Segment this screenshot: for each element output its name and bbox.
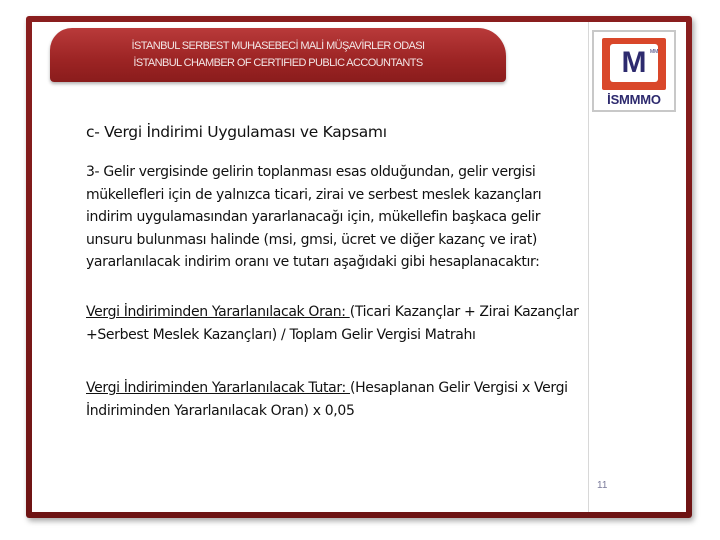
- header-title-en: İSTANBUL CHAMBER OF CERTIFIED PUBLIC ACCOUNTANTS: [133, 57, 423, 69]
- logo-text: İSMMMO: [607, 92, 661, 107]
- paragraph-rate: [86, 301, 582, 346]
- rate-formula: (Ticari Kazançlar + Zirai Kazançlar +Serbest Meslek Kazançları) / Toplam Gelir Vergisi Matrahı: [86, 304, 579, 343]
- logo-mark: MM: [650, 49, 659, 55]
- logo-letter: M: [621, 46, 647, 79]
- paragraph-amount: [86, 377, 582, 422]
- paragraph-intro: 3- Gelir vergisinde gelirin toplanması esas olduğundan, gelir vergisi mükellefleri için de yalnızca ticari, zirai ve serbest meslek kazançları indirim uygulamasından yararlanacağı için, mükellefin başkaca gelir unsuru bulunması halinde (msi, gmsi, ücret ve diğer kazanç ve irat) yararlanılacak indirim oranı ve tutarı aşağıdaki gibi hesaplanacaktır:: [86, 164, 542, 270]
- logo-square: [602, 38, 666, 90]
- logo-inner: [610, 44, 658, 82]
- header-banner: [50, 28, 506, 82]
- page-number: 11: [597, 480, 608, 491]
- amount-label: Vergi İndiriminden Yararlanılacak Tutar:: [86, 380, 351, 396]
- ismmmo-logo-icon: [592, 30, 676, 112]
- section-title: c- Vergi İndirimi Uygulaması ve Kapsamı: [86, 123, 387, 141]
- header-title-tr: İSTANBUL SERBEST MUHASEBECİ MALİ MÜŞAVİRLER ODASI: [131, 40, 425, 52]
- rate-label: Vergi İndiriminden Yararlanılacak Oran:: [86, 304, 350, 320]
- amount-formula: (Hesaplanan Gelir Vergisi x Vergi İndiriminden Yararlanılacak Oran) x 0,05: [86, 380, 568, 419]
